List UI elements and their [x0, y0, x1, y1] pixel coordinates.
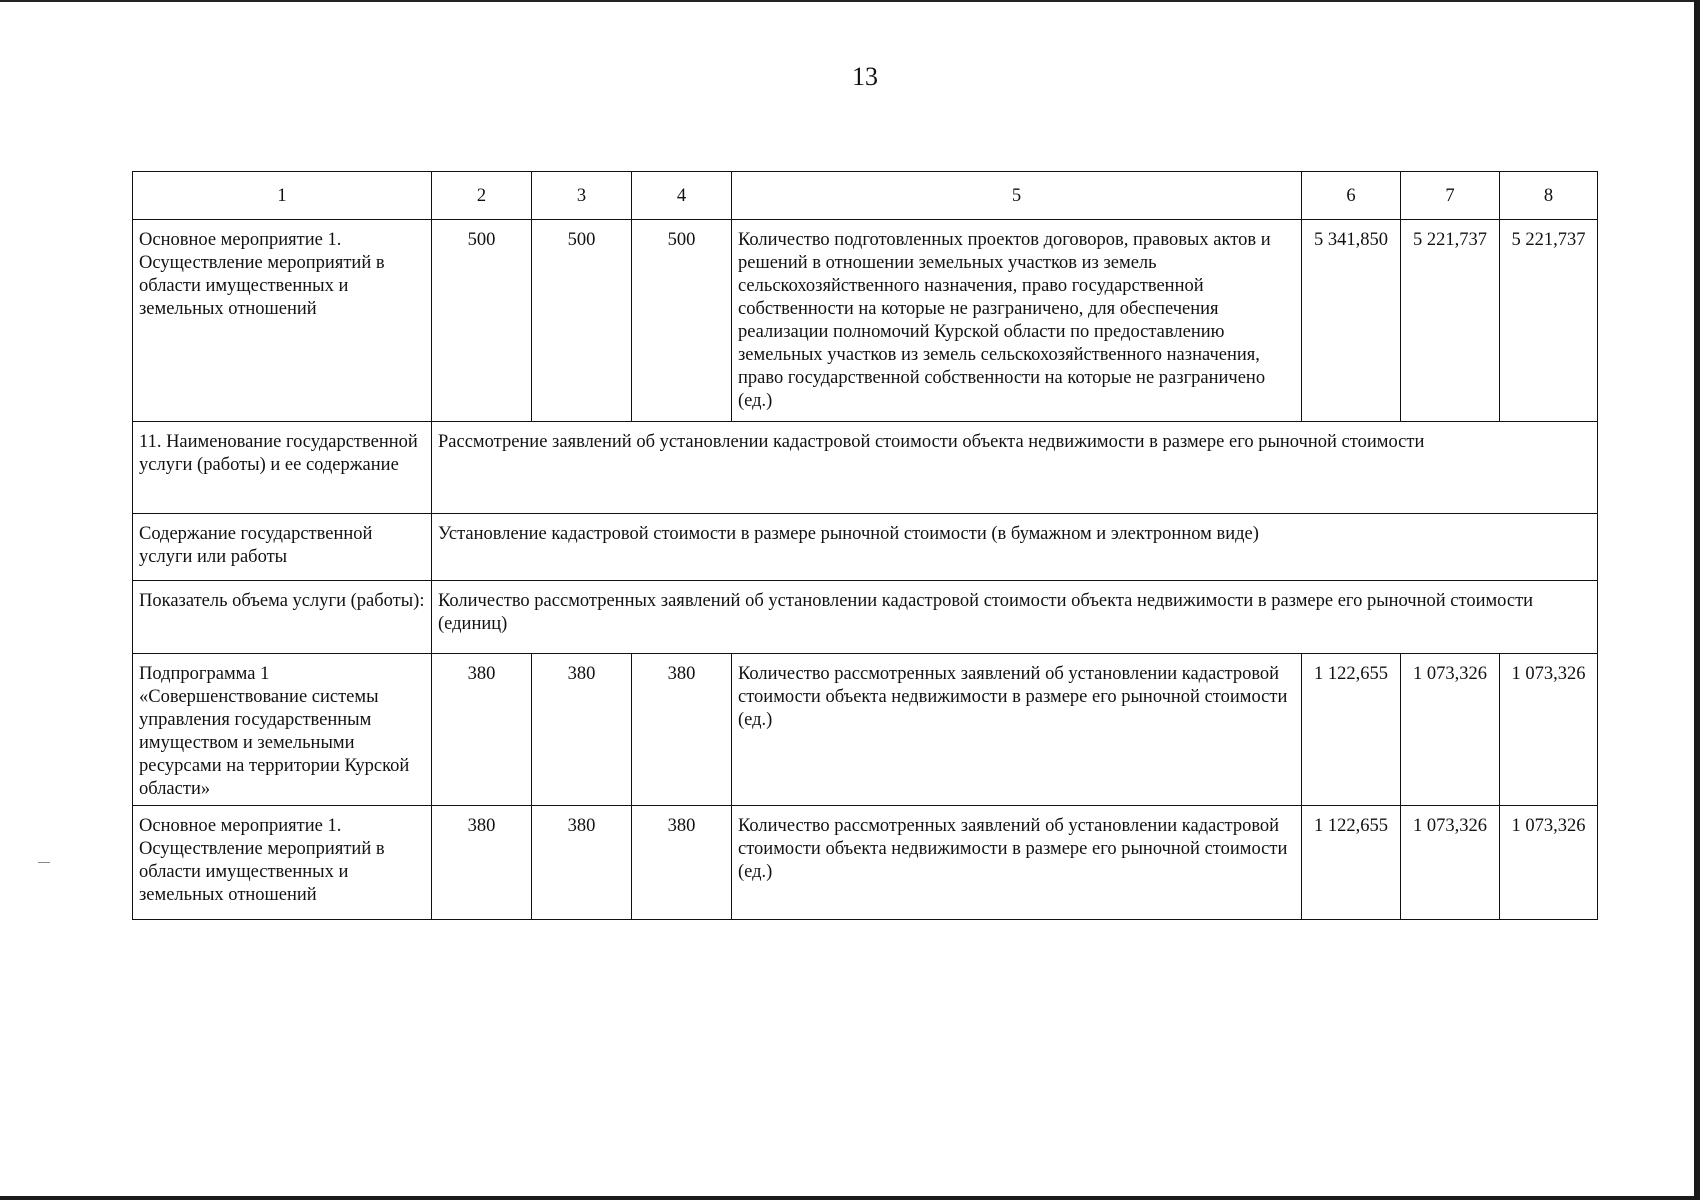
page-number: 13: [852, 62, 878, 91]
scan-edge-top: [0, 0, 1700, 2]
value-cell-7: 1 073,326: [1401, 654, 1500, 806]
value-cell-4: 380: [632, 806, 732, 920]
subprogram-name-cell: Подпрограмма 1 «Совершенствование системы управления государственным имуществом и земельными ресурсами на территории Курской области»: [133, 654, 432, 806]
scan-edge-bottom: [0, 1196, 1700, 1200]
value-cell-6: 1 122,655: [1302, 654, 1401, 806]
table-row: [133, 806, 1598, 920]
value-cell-2: 380: [432, 806, 532, 920]
value-cell-6: 5 341,850: [1302, 220, 1401, 422]
activity-name-cell: Основное мероприятие 1. Осуществление мероприятий в области имущественных и земельных отношений: [133, 220, 432, 422]
header-cell-6: 6: [1302, 172, 1401, 220]
indicators-table: [132, 171, 1598, 920]
volume-indicator-label: Показатель объема услуги (работы):: [133, 581, 432, 654]
value-cell-8: 1 073,326: [1500, 654, 1598, 806]
header-cell-1: 1: [133, 172, 432, 220]
table-header-row: [133, 172, 1598, 220]
table-row: [133, 654, 1598, 806]
value-cell-7: 1 073,326: [1401, 806, 1500, 920]
value-cell-3: 500: [532, 220, 632, 422]
scan-edge-right: [1694, 0, 1700, 1200]
service-content-value: Установление кадастровой стоимости в размере рыночной стоимости (в бумажном и электронном виде): [432, 514, 1598, 581]
table-row: [133, 514, 1598, 581]
value-cell-8: 5 221,737: [1500, 220, 1598, 422]
table-row: [133, 422, 1598, 514]
value-cell-4: 500: [632, 220, 732, 422]
service-name-label: 11. Наименование государственной услуги (работы) и ее содержание: [133, 422, 432, 514]
value-cell-6: 1 122,655: [1302, 806, 1401, 920]
header-cell-5: 5: [732, 172, 1302, 220]
header-cell-7: 7: [1401, 172, 1500, 220]
value-cell-8: 1 073,326: [1500, 806, 1598, 920]
header-cell-8: 8: [1500, 172, 1598, 220]
scan-mark: [38, 862, 50, 863]
table-row: [133, 220, 1598, 422]
service-name-value: Рассмотрение заявлений об установлении кадастровой стоимости объекта недвижимости в размере его рыночной стоимости: [432, 422, 1598, 514]
indicator-cell: Количество рассмотренных заявлений об установлении кадастровой стоимости объекта недвижимости в размере его рыночной стоимости (ед.): [732, 806, 1302, 920]
indicator-cell: Количество рассмотренных заявлений об установлении кадастровой стоимости объекта недвижимости в размере его рыночной стоимости (ед.): [732, 654, 1302, 806]
activity-name-cell: Основное мероприятие 1. Осуществление мероприятий в области имущественных и земельных отношений: [133, 806, 432, 920]
header-cell-3: 3: [532, 172, 632, 220]
value-cell-3: 380: [532, 654, 632, 806]
value-cell-2: 380: [432, 654, 532, 806]
indicator-cell: Количество подготовленных проектов договоров, правовых актов и решений в отношении земельных участков из земель сельскохозяйственного назначения, право государственной собственности на которые не разграничено, для обеспечения реализации полномочий Курской области по предоставлению земельных участков из земель сельскохозяйственного назначения, право государственной собственности на которые не разграничено (ед.): [732, 220, 1302, 422]
value-cell-3: 380: [532, 806, 632, 920]
header-cell-4: 4: [632, 172, 732, 220]
value-cell-2: 500: [432, 220, 532, 422]
value-cell-7: 5 221,737: [1401, 220, 1500, 422]
volume-indicator-value: Количество рассмотренных заявлений об установлении кадастровой стоимости объекта недвижимости в размере его рыночной стоимости (единиц): [432, 581, 1598, 654]
header-cell-2: 2: [432, 172, 532, 220]
value-cell-4: 380: [632, 654, 732, 806]
table-row: [133, 581, 1598, 654]
service-content-label: Содержание государственной услуги или работы: [133, 514, 432, 581]
